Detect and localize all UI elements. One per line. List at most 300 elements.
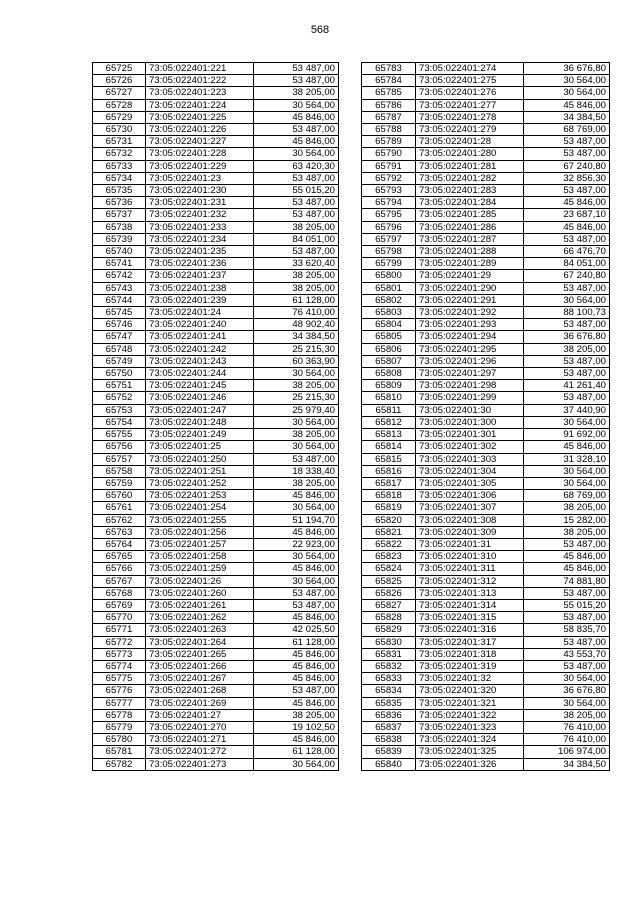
cadastral-number: 73:05:022401:276 [416,87,524,99]
cadastral-value: 38 205,00 [254,221,339,233]
row-number: 65778 [93,709,146,721]
cadastral-number: 73:05:022401:280 [416,148,524,160]
cadastral-value: 30 564,00 [524,465,610,477]
row-number: 65809 [362,380,416,392]
cadastral-value: 45 846,00 [254,648,339,660]
cadastral-number: 73:05:022401:245 [146,380,254,392]
cadastral-value: 30 564,00 [524,477,610,489]
cadastral-number: 73:05:022401:290 [416,282,524,294]
cadastral-value: 45 846,00 [524,551,610,563]
table-row [93,758,339,770]
cadastral-value: 53 487,00 [524,392,610,404]
cadastral-number: 73:05:022401:278 [416,111,524,123]
table-row [93,63,339,75]
table-row [93,624,339,636]
cadastral-number: 73:05:022401:29 [416,270,524,282]
table-row [93,258,339,270]
table-row [93,734,339,746]
table-row [362,99,610,111]
row-number: 65772 [93,636,146,648]
cadastral-value: 41 261,40 [524,380,610,392]
cadastral-number: 73:05:022401:301 [416,429,524,441]
row-number: 65821 [362,526,416,538]
table-row [362,734,610,746]
row-number: 65793 [362,185,416,197]
cadastral-number: 73:05:022401:283 [416,185,524,197]
table-row [93,575,339,587]
cadastral-value: 45 846,00 [254,136,339,148]
row-number: 65810 [362,392,416,404]
cadastral-value: 53 487,00 [254,685,339,697]
row-number: 65783 [362,63,416,75]
cadastral-number: 73:05:022401:277 [416,99,524,111]
table-row [362,282,610,294]
table-row [93,416,339,428]
cadastral-number: 73:05:022401:255 [146,514,254,526]
table-row [362,63,610,75]
cadastral-value: 61 128,00 [254,294,339,306]
table-row [93,404,339,416]
row-number: 65766 [93,563,146,575]
table-row [362,697,610,709]
table-row [362,319,610,331]
cadastral-value: 53 487,00 [254,587,339,599]
table-row [93,563,339,575]
cadastral-number: 73:05:022401:251 [146,465,254,477]
cadastral-value: 18 338,40 [254,465,339,477]
cadastral-value: 48 902,40 [254,319,339,331]
cadastral-value: 88 100,73 [524,307,610,319]
cadastral-value: 34 384,50 [524,758,610,770]
table-row [93,124,339,136]
row-number: 65834 [362,685,416,697]
row-number: 65743 [93,282,146,294]
table-row [93,599,339,611]
row-number: 65726 [93,75,146,87]
cadastral-value: 61 128,00 [254,636,339,648]
row-number: 65776 [93,685,146,697]
table-row [93,551,339,563]
cadastral-value: 30 564,00 [524,416,610,428]
table-row [362,758,610,770]
row-number: 65740 [93,246,146,258]
cadastral-value: 53 487,00 [524,282,610,294]
table-row [362,624,610,636]
row-number: 65770 [93,612,146,624]
cadastral-number: 73:05:022401:31 [416,538,524,550]
cadastral-number: 73:05:022401:233 [146,221,254,233]
table-row [93,490,339,502]
cadastral-number: 73:05:022401:292 [416,307,524,319]
row-number: 65832 [362,660,416,672]
cadastral-number: 73:05:022401:26 [146,575,254,587]
table-row [362,160,610,172]
table-row [93,319,339,331]
row-number: 65729 [93,111,146,123]
cadastral-value: 45 846,00 [524,197,610,209]
cadastral-number: 73:05:022401:254 [146,502,254,514]
row-number: 65779 [93,721,146,733]
row-number: 65792 [362,172,416,184]
table-row [362,111,610,123]
cadastral-number: 73:05:022401:252 [146,477,254,489]
cadastral-number: 73:05:022401:324 [416,734,524,746]
cadastral-value: 53 487,00 [524,319,610,331]
table-row [93,307,339,319]
table-row [362,477,610,489]
row-number: 65731 [93,136,146,148]
cadastral-value: 30 564,00 [254,368,339,380]
cadastral-number: 73:05:022401:325 [416,746,524,758]
cadastral-number: 73:05:022401:236 [146,258,254,270]
table-row [93,294,339,306]
row-number: 65805 [362,331,416,343]
row-number: 65788 [362,124,416,136]
cadastral-number: 73:05:022401:273 [146,758,254,770]
cadastral-number: 73:05:022401:314 [416,599,524,611]
table-row [362,746,610,758]
cadastral-number: 73:05:022401:302 [416,441,524,453]
cadastral-number: 73:05:022401:242 [146,343,254,355]
row-number: 65797 [362,233,416,245]
cadastral-number: 73:05:022401:238 [146,282,254,294]
cadastral-number: 73:05:022401:30 [416,404,524,416]
cadastral-number: 73:05:022401:243 [146,355,254,367]
row-number: 65825 [362,575,416,587]
table-row [93,233,339,245]
cadastral-value: 66 476,70 [524,246,610,258]
cadastral-value: 38 205,00 [254,477,339,489]
cadastral-value: 53 487,00 [254,197,339,209]
cadastral-table-right [361,62,610,771]
cadastral-number: 73:05:022401:32 [416,673,524,685]
table-row [362,87,610,99]
row-number: 65820 [362,514,416,526]
row-number: 65791 [362,160,416,172]
table-row [362,380,610,392]
row-number: 65835 [362,697,416,709]
table-row [93,587,339,599]
table-row [362,148,610,160]
cadastral-value: 34 384,50 [524,111,610,123]
cadastral-number: 73:05:022401:322 [416,709,524,721]
table-row [362,453,610,465]
cadastral-value: 84 051,00 [524,258,610,270]
table-row [362,221,610,233]
cadastral-number: 73:05:022401:234 [146,233,254,245]
row-number: 65727 [93,87,146,99]
table-row [93,197,339,209]
cadastral-value: 53 487,00 [524,612,610,624]
cadastral-value: 23 687,10 [524,209,610,221]
table-row [362,172,610,184]
table-row [362,416,610,428]
cadastral-number: 73:05:022401:289 [416,258,524,270]
table-row [93,514,339,526]
cadastral-number: 73:05:022401:299 [416,392,524,404]
table-row [362,392,610,404]
cadastral-number: 73:05:022401:261 [146,599,254,611]
cadastral-value: 53 487,00 [524,185,610,197]
row-number: 65804 [362,319,416,331]
row-number: 65816 [362,465,416,477]
cadastral-number: 73:05:022401:228 [146,148,254,160]
cadastral-number: 73:05:022401:231 [146,197,254,209]
cadastral-number: 73:05:022401:295 [416,343,524,355]
row-number: 65741 [93,258,146,270]
cadastral-value: 36 676,80 [524,331,610,343]
cadastral-value: 45 846,00 [524,99,610,111]
cadastral-value: 45 846,00 [254,660,339,672]
row-number: 65751 [93,380,146,392]
table-row [93,172,339,184]
row-number: 65789 [362,136,416,148]
row-number: 65764 [93,538,146,550]
table-row [93,355,339,367]
cadastral-number: 73:05:022401:319 [416,660,524,672]
row-number: 65777 [93,697,146,709]
row-number: 65733 [93,160,146,172]
table-row [362,368,610,380]
row-number: 65728 [93,99,146,111]
cadastral-number: 73:05:022401:279 [416,124,524,136]
cadastral-value: 67 240,80 [524,160,610,172]
table-row [362,258,610,270]
cadastral-number: 73:05:022401:25 [146,441,254,453]
table-row [362,331,610,343]
table-row [93,709,339,721]
table-row [362,673,610,685]
cadastral-number: 73:05:022401:268 [146,685,254,697]
table-row [93,185,339,197]
table-row [93,697,339,709]
cadastral-value: 53 487,00 [524,136,610,148]
table-row [93,636,339,648]
cadastral-value: 68 769,00 [524,490,610,502]
row-number: 65837 [362,721,416,733]
cadastral-value: 53 487,00 [524,233,610,245]
row-number: 65762 [93,514,146,526]
cadastral-number: 73:05:022401:316 [416,624,524,636]
cadastral-value: 37 440,90 [524,404,610,416]
row-number: 65765 [93,551,146,563]
row-number: 65807 [362,355,416,367]
table-row [93,282,339,294]
cadastral-value: 30 564,00 [254,551,339,563]
table-row [93,746,339,758]
cadastral-value: 30 564,00 [254,441,339,453]
table-row [93,380,339,392]
cadastral-value: 45 846,00 [254,490,339,502]
row-number: 65775 [93,673,146,685]
table-row [362,404,610,416]
cadastral-value: 61 128,00 [254,746,339,758]
cadastral-number: 73:05:022401:253 [146,490,254,502]
cadastral-number: 73:05:022401:229 [146,160,254,172]
row-number: 65813 [362,429,416,441]
cadastral-number: 73:05:022401:320 [416,685,524,697]
cadastral-value: 15 282,00 [524,514,610,526]
cadastral-value: 19 102,50 [254,721,339,733]
table-row [362,136,610,148]
table-row [362,660,610,672]
table-row [93,453,339,465]
row-number: 65746 [93,319,146,331]
table-row [362,612,610,624]
cadastral-number: 73:05:022401:258 [146,551,254,563]
table-row [362,197,610,209]
table-row [93,673,339,685]
cadastral-number: 73:05:022401:264 [146,636,254,648]
table-row [93,502,339,514]
row-number: 65737 [93,209,146,221]
cadastral-table-left [92,62,339,771]
table-row [93,648,339,660]
cadastral-number: 73:05:022401:248 [146,416,254,428]
row-number: 65827 [362,599,416,611]
cadastral-value: 53 487,00 [524,660,610,672]
row-number: 65748 [93,343,146,355]
row-number: 65742 [93,270,146,282]
cadastral-number: 73:05:022401:287 [416,233,524,245]
row-number: 65819 [362,502,416,514]
row-number: 65752 [93,392,146,404]
cadastral-number: 73:05:022401:244 [146,368,254,380]
cadastral-number: 73:05:022401:28 [416,136,524,148]
cadastral-value: 30 564,00 [524,673,610,685]
table-row [93,721,339,733]
cadastral-number: 73:05:022401:284 [416,197,524,209]
cadastral-value: 31 328,10 [524,453,610,465]
table-row [93,270,339,282]
table-row [93,465,339,477]
cadastral-value: 53 487,00 [254,246,339,258]
cadastral-value: 45 846,00 [524,441,610,453]
table-row [362,538,610,550]
row-number: 65781 [93,746,146,758]
table-row [93,87,339,99]
cadastral-value: 63 420,30 [254,160,339,172]
cadastral-number: 73:05:022401:239 [146,294,254,306]
table-row [93,246,339,258]
cadastral-value: 43 553,70 [524,648,610,660]
row-number: 65829 [362,624,416,636]
row-number: 65808 [362,368,416,380]
cadastral-value: 30 564,00 [254,99,339,111]
row-number: 65839 [362,746,416,758]
row-number: 65749 [93,355,146,367]
cadastral-value: 30 564,00 [524,697,610,709]
cadastral-value: 38 205,00 [254,270,339,282]
table-row [93,526,339,538]
cadastral-value: 22 923,00 [254,538,339,550]
cadastral-value: 53 487,00 [254,209,339,221]
cadastral-number: 73:05:022401:307 [416,502,524,514]
cadastral-number: 73:05:022401:266 [146,660,254,672]
cadastral-value: 30 564,00 [254,148,339,160]
cadastral-value: 53 487,00 [524,636,610,648]
cadastral-number: 73:05:022401:235 [146,246,254,258]
cadastral-value: 45 846,00 [254,563,339,575]
row-number: 65824 [362,563,416,575]
table-row [362,526,610,538]
table-row [93,392,339,404]
row-number: 65785 [362,87,416,99]
row-number: 65787 [362,111,416,123]
table-row [362,246,610,258]
table-row [362,648,610,660]
cadastral-number: 73:05:022401:271 [146,734,254,746]
table-row [362,514,610,526]
row-number: 65800 [362,270,416,282]
cadastral-number: 73:05:022401:297 [416,368,524,380]
cadastral-value: 76 410,00 [254,307,339,319]
table-row [362,294,610,306]
cadastral-value: 25 979,40 [254,404,339,416]
row-number: 65833 [362,673,416,685]
cadastral-number: 73:05:022401:300 [416,416,524,428]
table-row [93,538,339,550]
row-number: 65822 [362,538,416,550]
cadastral-number: 73:05:022401:303 [416,453,524,465]
cadastral-value: 53 487,00 [254,63,339,75]
row-number: 65812 [362,416,416,428]
cadastral-value: 25 215,30 [254,343,339,355]
cadastral-number: 73:05:022401:294 [416,331,524,343]
cadastral-number: 73:05:022401:310 [416,551,524,563]
cadastral-number: 73:05:022401:312 [416,575,524,587]
row-number: 65732 [93,148,146,160]
row-number: 65838 [362,734,416,746]
row-number: 65757 [93,453,146,465]
cadastral-number: 73:05:022401:282 [416,172,524,184]
row-number: 65774 [93,660,146,672]
cadastral-number: 73:05:022401:326 [416,758,524,770]
cadastral-value: 45 846,00 [254,697,339,709]
cadastral-number: 73:05:022401:237 [146,270,254,282]
cadastral-number: 73:05:022401:232 [146,209,254,221]
row-number: 65773 [93,648,146,660]
row-number: 65790 [362,148,416,160]
table-row [362,502,610,514]
table-row [362,124,610,136]
cadastral-value: 45 846,00 [254,673,339,685]
row-number: 65836 [362,709,416,721]
row-number: 65786 [362,99,416,111]
table-row [93,99,339,111]
row-number: 65735 [93,185,146,197]
cadastral-number: 73:05:022401:256 [146,526,254,538]
cadastral-number: 73:05:022401:281 [416,160,524,172]
cadastral-number: 73:05:022401:308 [416,514,524,526]
cadastral-value: 33 620,40 [254,258,339,270]
table-row [362,185,610,197]
row-number: 65814 [362,441,416,453]
table-row [362,490,610,502]
row-number: 65736 [93,197,146,209]
cadastral-number: 73:05:022401:226 [146,124,254,136]
cadastral-value: 38 205,00 [254,709,339,721]
cadastral-number: 73:05:022401:269 [146,697,254,709]
row-number: 65755 [93,429,146,441]
row-number: 65747 [93,331,146,343]
cadastral-number: 73:05:022401:240 [146,319,254,331]
table-row [93,160,339,172]
cadastral-number: 73:05:022401:323 [416,721,524,733]
cadastral-value: 36 676,80 [524,685,610,697]
row-number: 65806 [362,343,416,355]
cadastral-value: 38 205,00 [254,429,339,441]
